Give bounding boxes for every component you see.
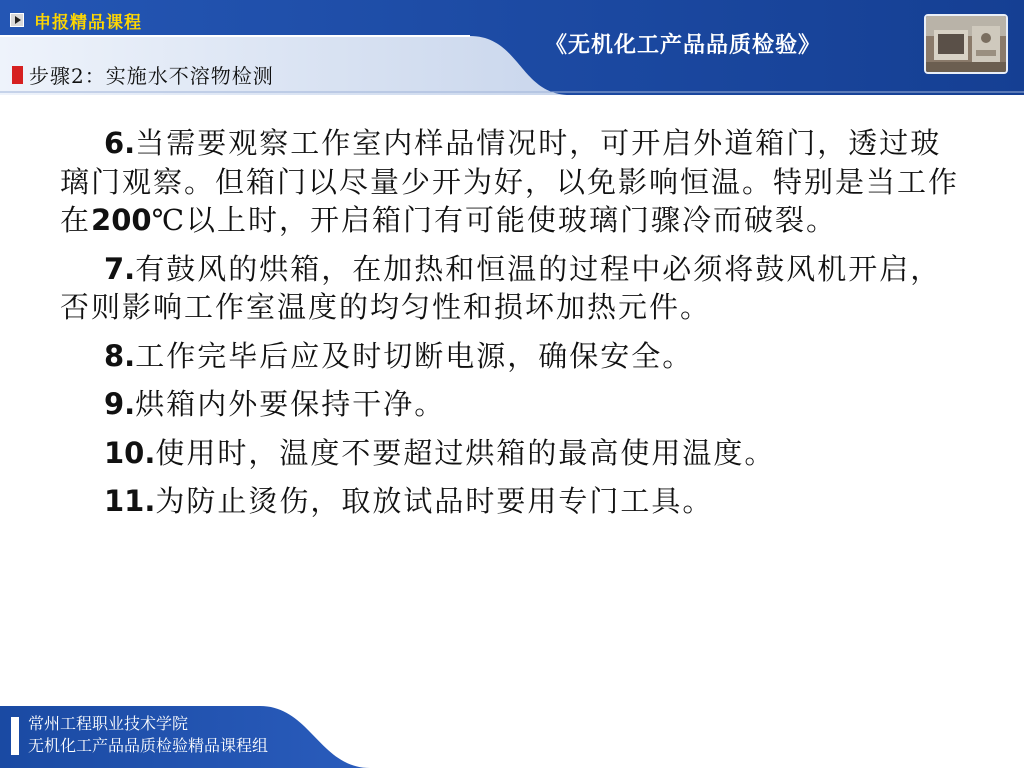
- item-number: 7.: [104, 251, 136, 286]
- item-text: 为防止烫伤，取放试品时要用专门工具。: [155, 484, 714, 518]
- list-item-9: [60, 385, 960, 424]
- item-text-after: ℃以上时，开启箱门有可能使玻璃门骤冷而破裂。: [151, 203, 838, 237]
- play-icon[interactable]: [10, 13, 24, 27]
- list-item-11: [60, 482, 960, 521]
- item-number: 9.: [104, 387, 136, 421]
- top-tab[interactable]: [10, 9, 142, 31]
- item-number: 6.: [104, 126, 136, 160]
- step-heading: [12, 60, 274, 89]
- footer-text: [28, 713, 268, 757]
- oven-photo: [924, 14, 1008, 74]
- list-item-8: [60, 337, 960, 376]
- list-item-6: [60, 124, 960, 240]
- step-label: 步骤2：实施水不溶物检测: [29, 64, 274, 88]
- step-marker: [12, 66, 23, 84]
- slide-content: [60, 124, 960, 531]
- course-title: 《无机化工产品品质检验》: [545, 33, 822, 58]
- item-number: 8.: [104, 338, 136, 373]
- oven-photo-image: [926, 16, 1006, 72]
- footer-group: 无机化工产品品质检验精品课程组: [28, 736, 269, 755]
- item-text: 烘箱内外要保持干净。: [135, 387, 446, 421]
- item-text: 工作完毕后应及时切断电源，确保安全。: [135, 338, 694, 373]
- item-text: 使用时，温度不要超过烘箱的最高使用温度。: [155, 435, 776, 470]
- slide-header: [0, 0, 1024, 95]
- top-tab-label: 申报精品课程: [34, 12, 142, 33]
- item-text: 有鼓风的烘箱，在加热和恒温的过程中必须将鼓风机开启，否则影响工作室温度的均匀性和损坏加热元件。: [60, 251, 942, 324]
- item-number: 10.: [104, 435, 156, 470]
- list-item-10: [60, 434, 960, 473]
- item-text: 当需要观察工作室内样品情况时，可开启外道箱门，透过玻璃门观察。但箱门以尽量少开为好，以免影响恒温。特别是当工作在: [60, 126, 960, 237]
- list-item-7: [60, 250, 960, 327]
- item-number: 11.: [104, 484, 156, 518]
- slide-footer: [0, 700, 1024, 768]
- footer-marker: [11, 717, 19, 755]
- footer-school: 常州工程职业技术学院: [28, 714, 189, 733]
- item-temperature: 200: [91, 203, 152, 237]
